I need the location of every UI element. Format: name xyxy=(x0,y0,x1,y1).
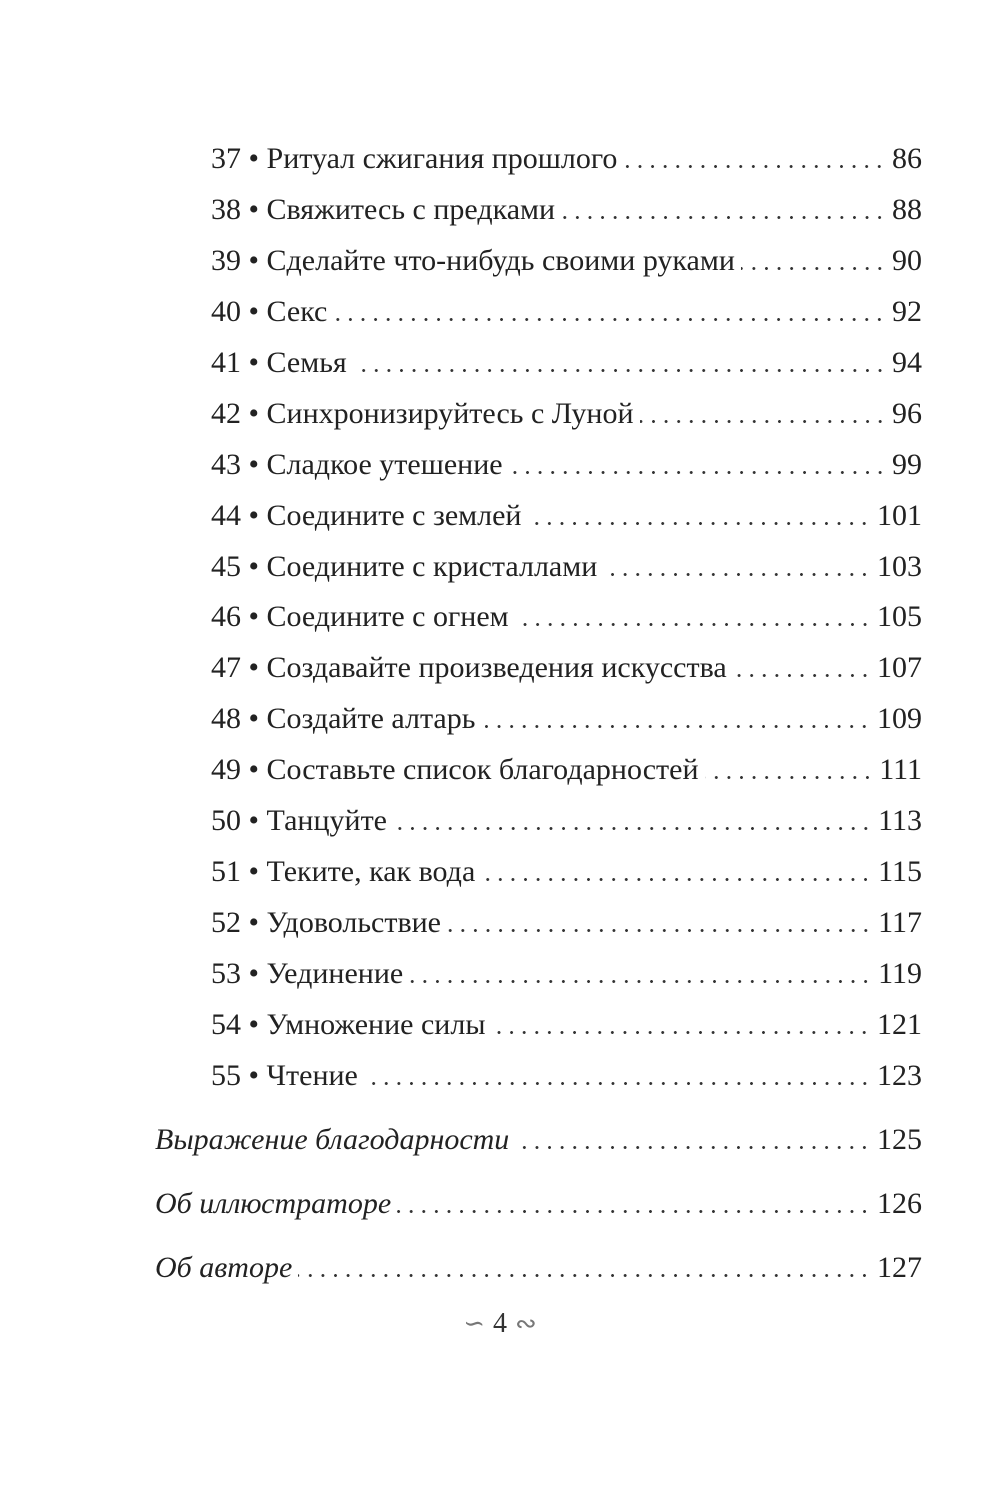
dot-leader xyxy=(623,165,886,168)
ornament-right-icon: ∾ xyxy=(515,1309,537,1338)
entry-page: 125 xyxy=(877,1123,922,1156)
entry-title: Сладкое утешение xyxy=(266,447,503,481)
dot-leader xyxy=(481,725,871,728)
entry-title: Танцуйте xyxy=(266,804,387,838)
toc-entry[interactable] xyxy=(211,898,922,949)
entry-page: 103 xyxy=(877,549,922,583)
entry-number: 47 xyxy=(211,651,241,685)
entry-number: 50 xyxy=(211,804,241,838)
entry-page: 107 xyxy=(877,651,922,685)
toc-entry[interactable] xyxy=(211,796,922,847)
entry-number: 48 xyxy=(211,702,241,736)
entry-page: 109 xyxy=(877,702,922,736)
toc-entry[interactable] xyxy=(211,1051,922,1102)
entry-title: Выражение благодарности xyxy=(155,1123,510,1156)
table-of-contents xyxy=(0,134,1000,1102)
entry-title: Соедините с огнем xyxy=(266,600,509,634)
bullet: • xyxy=(241,294,267,328)
entry-number: 49 xyxy=(211,753,241,787)
entry-page: 86 xyxy=(892,142,922,175)
dot-leader xyxy=(640,420,886,423)
toc-entry[interactable] xyxy=(211,338,922,389)
dot-leader xyxy=(364,1082,871,1085)
entry-title: Секс xyxy=(266,294,328,328)
bullet: • xyxy=(241,447,267,481)
bullet: • xyxy=(241,243,267,277)
entry-title: Сделайте что-нибудь своими руками xyxy=(266,243,735,277)
entry-title: Об авторе xyxy=(155,1251,293,1284)
toc-entry[interactable] xyxy=(211,847,922,898)
toc-entry[interactable] xyxy=(211,134,922,185)
entry-page: 99 xyxy=(892,447,922,481)
entry-title: Удовольствие xyxy=(266,906,441,940)
back-matter-entry[interactable] xyxy=(155,1236,922,1300)
entry-title: Чтение xyxy=(266,1058,358,1092)
bullet: • xyxy=(241,1058,267,1092)
entry-number: 55 xyxy=(211,1058,241,1092)
dot-leader xyxy=(298,1274,871,1277)
entry-page: 111 xyxy=(879,753,922,787)
dot-leader xyxy=(603,573,871,576)
toc-entry[interactable] xyxy=(211,1000,922,1051)
entry-page: 105 xyxy=(877,600,922,634)
toc-entry[interactable] xyxy=(211,236,922,287)
dot-leader xyxy=(491,1031,871,1034)
toc-entry[interactable] xyxy=(211,949,922,1000)
back-matter-entry[interactable] xyxy=(155,1108,922,1172)
dot-leader xyxy=(561,216,886,219)
bullet: • xyxy=(241,600,267,634)
entry-title: Свяжитесь с предками xyxy=(266,192,556,226)
back-matter-entry[interactable] xyxy=(155,1172,922,1236)
bullet: • xyxy=(241,396,267,430)
entry-number: 42 xyxy=(211,396,241,430)
entry-number: 53 xyxy=(211,957,241,990)
entry-page: 119 xyxy=(878,957,922,990)
entry-page: 113 xyxy=(878,804,922,838)
entry-number: 51 xyxy=(211,855,241,889)
ornament-left-icon: ∽ xyxy=(463,1309,485,1338)
entry-title: Об иллюстраторе xyxy=(155,1187,392,1220)
entry-number: 45 xyxy=(211,549,241,583)
page-number: 4 xyxy=(493,1308,507,1339)
toc-entry[interactable] xyxy=(211,389,922,440)
toc-entry[interactable] xyxy=(211,440,922,491)
entry-title: Составьте список благодарностей xyxy=(266,753,699,787)
bullet: • xyxy=(241,855,267,889)
bullet: • xyxy=(241,142,267,175)
entry-title: Теките, как вода xyxy=(266,855,476,889)
toc-entry[interactable] xyxy=(211,643,922,694)
entry-title: Синхронизируйтесь с Луной xyxy=(266,396,634,430)
toc-entry[interactable] xyxy=(211,745,922,796)
entry-number: 54 xyxy=(211,1007,241,1041)
dot-leader xyxy=(527,522,871,525)
entry-title: Уединение xyxy=(266,957,404,990)
toc-entry[interactable] xyxy=(211,287,922,338)
bullet: • xyxy=(241,702,267,736)
entry-title: Умножение силы xyxy=(266,1007,486,1041)
entry-title: Создайте алтарь xyxy=(266,702,476,736)
dot-leader xyxy=(515,1146,871,1149)
entry-page: 90 xyxy=(892,243,922,277)
entry-number: 37 xyxy=(211,142,241,175)
bullet: • xyxy=(241,651,267,685)
dot-leader xyxy=(333,318,886,321)
dot-leader xyxy=(733,674,871,677)
dot-leader xyxy=(409,980,872,983)
entry-page: 96 xyxy=(892,396,922,430)
entry-title: Соедините с землей xyxy=(266,498,522,532)
dot-leader xyxy=(509,471,886,474)
bullet: • xyxy=(241,498,267,532)
bullet: • xyxy=(241,957,267,990)
bullet: • xyxy=(241,345,267,379)
entry-number: 44 xyxy=(211,498,241,532)
entry-page: 94 xyxy=(892,345,922,379)
dot-leader xyxy=(741,267,886,270)
dot-leader xyxy=(515,623,871,626)
entry-title: Семья xyxy=(266,345,347,379)
bullet: • xyxy=(241,1007,267,1041)
entry-page: 117 xyxy=(878,906,922,940)
entry-number: 52 xyxy=(211,906,241,940)
entry-number: 46 xyxy=(211,600,241,634)
entry-page: 88 xyxy=(892,192,922,226)
dot-leader xyxy=(705,776,874,779)
dot-leader xyxy=(353,369,886,372)
bullet: • xyxy=(241,906,267,940)
entry-page: 127 xyxy=(877,1251,922,1284)
back-matter-list xyxy=(155,1108,922,1300)
dot-leader xyxy=(393,827,872,830)
toc-entry[interactable] xyxy=(211,542,922,593)
entry-number: 40 xyxy=(211,294,241,328)
dot-leader xyxy=(447,929,872,932)
entry-title: Ритуал сжигания прошлого xyxy=(266,142,618,175)
dot-leader xyxy=(397,1210,871,1213)
page-footer xyxy=(0,1308,1000,1340)
bullet: • xyxy=(241,804,267,838)
entry-page: 101 xyxy=(877,498,922,532)
entry-number: 39 xyxy=(211,243,241,277)
entry-page: 126 xyxy=(877,1187,922,1220)
entry-page: 115 xyxy=(878,855,922,889)
entry-number: 43 xyxy=(211,447,241,481)
entry-title: Создавайте произведения искусства xyxy=(266,651,727,685)
toc-entry[interactable] xyxy=(211,694,922,745)
entry-title: Соедините с кристаллами xyxy=(266,549,598,583)
entry-page: 92 xyxy=(892,294,922,328)
entry-number: 41 xyxy=(211,345,241,379)
bullet: • xyxy=(241,753,267,787)
entry-page: 121 xyxy=(877,1007,922,1041)
entry-page: 123 xyxy=(877,1058,922,1092)
toc-entry[interactable] xyxy=(211,185,922,236)
bullet: • xyxy=(241,549,267,583)
toc-entry[interactable] xyxy=(211,592,922,643)
entry-number: 38 xyxy=(211,192,241,226)
toc-entry[interactable] xyxy=(211,491,922,542)
bullet: • xyxy=(241,192,267,226)
dot-leader xyxy=(481,878,872,881)
